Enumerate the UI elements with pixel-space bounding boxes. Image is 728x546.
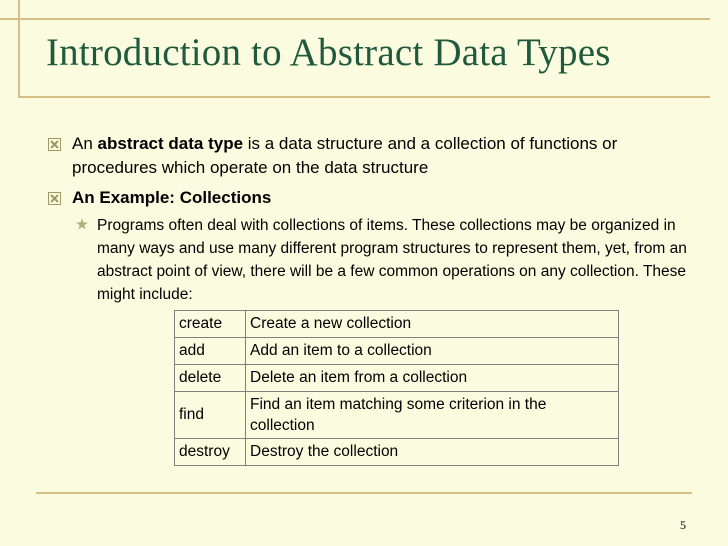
slide-title: Introduction to Abstract Data Types	[46, 31, 611, 74]
bullet-1-bold-term: abstract data type	[97, 134, 244, 153]
x-square-bullet-icon	[48, 138, 61, 151]
bullet-1-rest: is a data structure and a collection of functions or procedures which operate on the data structure	[72, 134, 618, 177]
page-number: 5	[680, 518, 686, 532]
top-rule	[0, 18, 710, 20]
bullet-example-collections: An Example: Collections	[72, 188, 272, 207]
star-bullet-icon	[76, 218, 88, 230]
table-row	[175, 338, 619, 365]
operation-description: Find an item matching some criterion in the collection	[246, 392, 619, 439]
operation-name: add	[175, 338, 246, 365]
operation-name: delete	[175, 365, 246, 392]
table-row	[175, 365, 619, 392]
operation-name: create	[175, 311, 246, 338]
bullet-1-prefix: An	[72, 134, 98, 153]
footer-rule	[36, 492, 692, 494]
operation-description: Delete an item from a collection	[246, 365, 619, 392]
table-row	[175, 311, 619, 338]
sub-bullet-collections-text: Programs often deal with collections of items. These collections may be organized in many ways and use many different program structures to represent them, yet, from an abstract point of view, there will be a few common operations on any collection. These might include:	[97, 217, 687, 303]
x-square-bullet-icon	[48, 192, 61, 205]
bullet-abstract-data-type	[72, 132, 632, 180]
operation-name: find	[175, 392, 246, 439]
operation-description: Destroy the collection	[246, 439, 619, 466]
operations-table	[174, 310, 619, 466]
operation-name: destroy	[175, 439, 246, 466]
operation-description: Create a new collection	[246, 311, 619, 338]
table-row	[175, 439, 619, 466]
left-rule	[18, 0, 20, 96]
title-rule	[18, 96, 710, 98]
table-row	[175, 392, 619, 439]
operation-description: Add an item to a collection	[246, 338, 619, 365]
